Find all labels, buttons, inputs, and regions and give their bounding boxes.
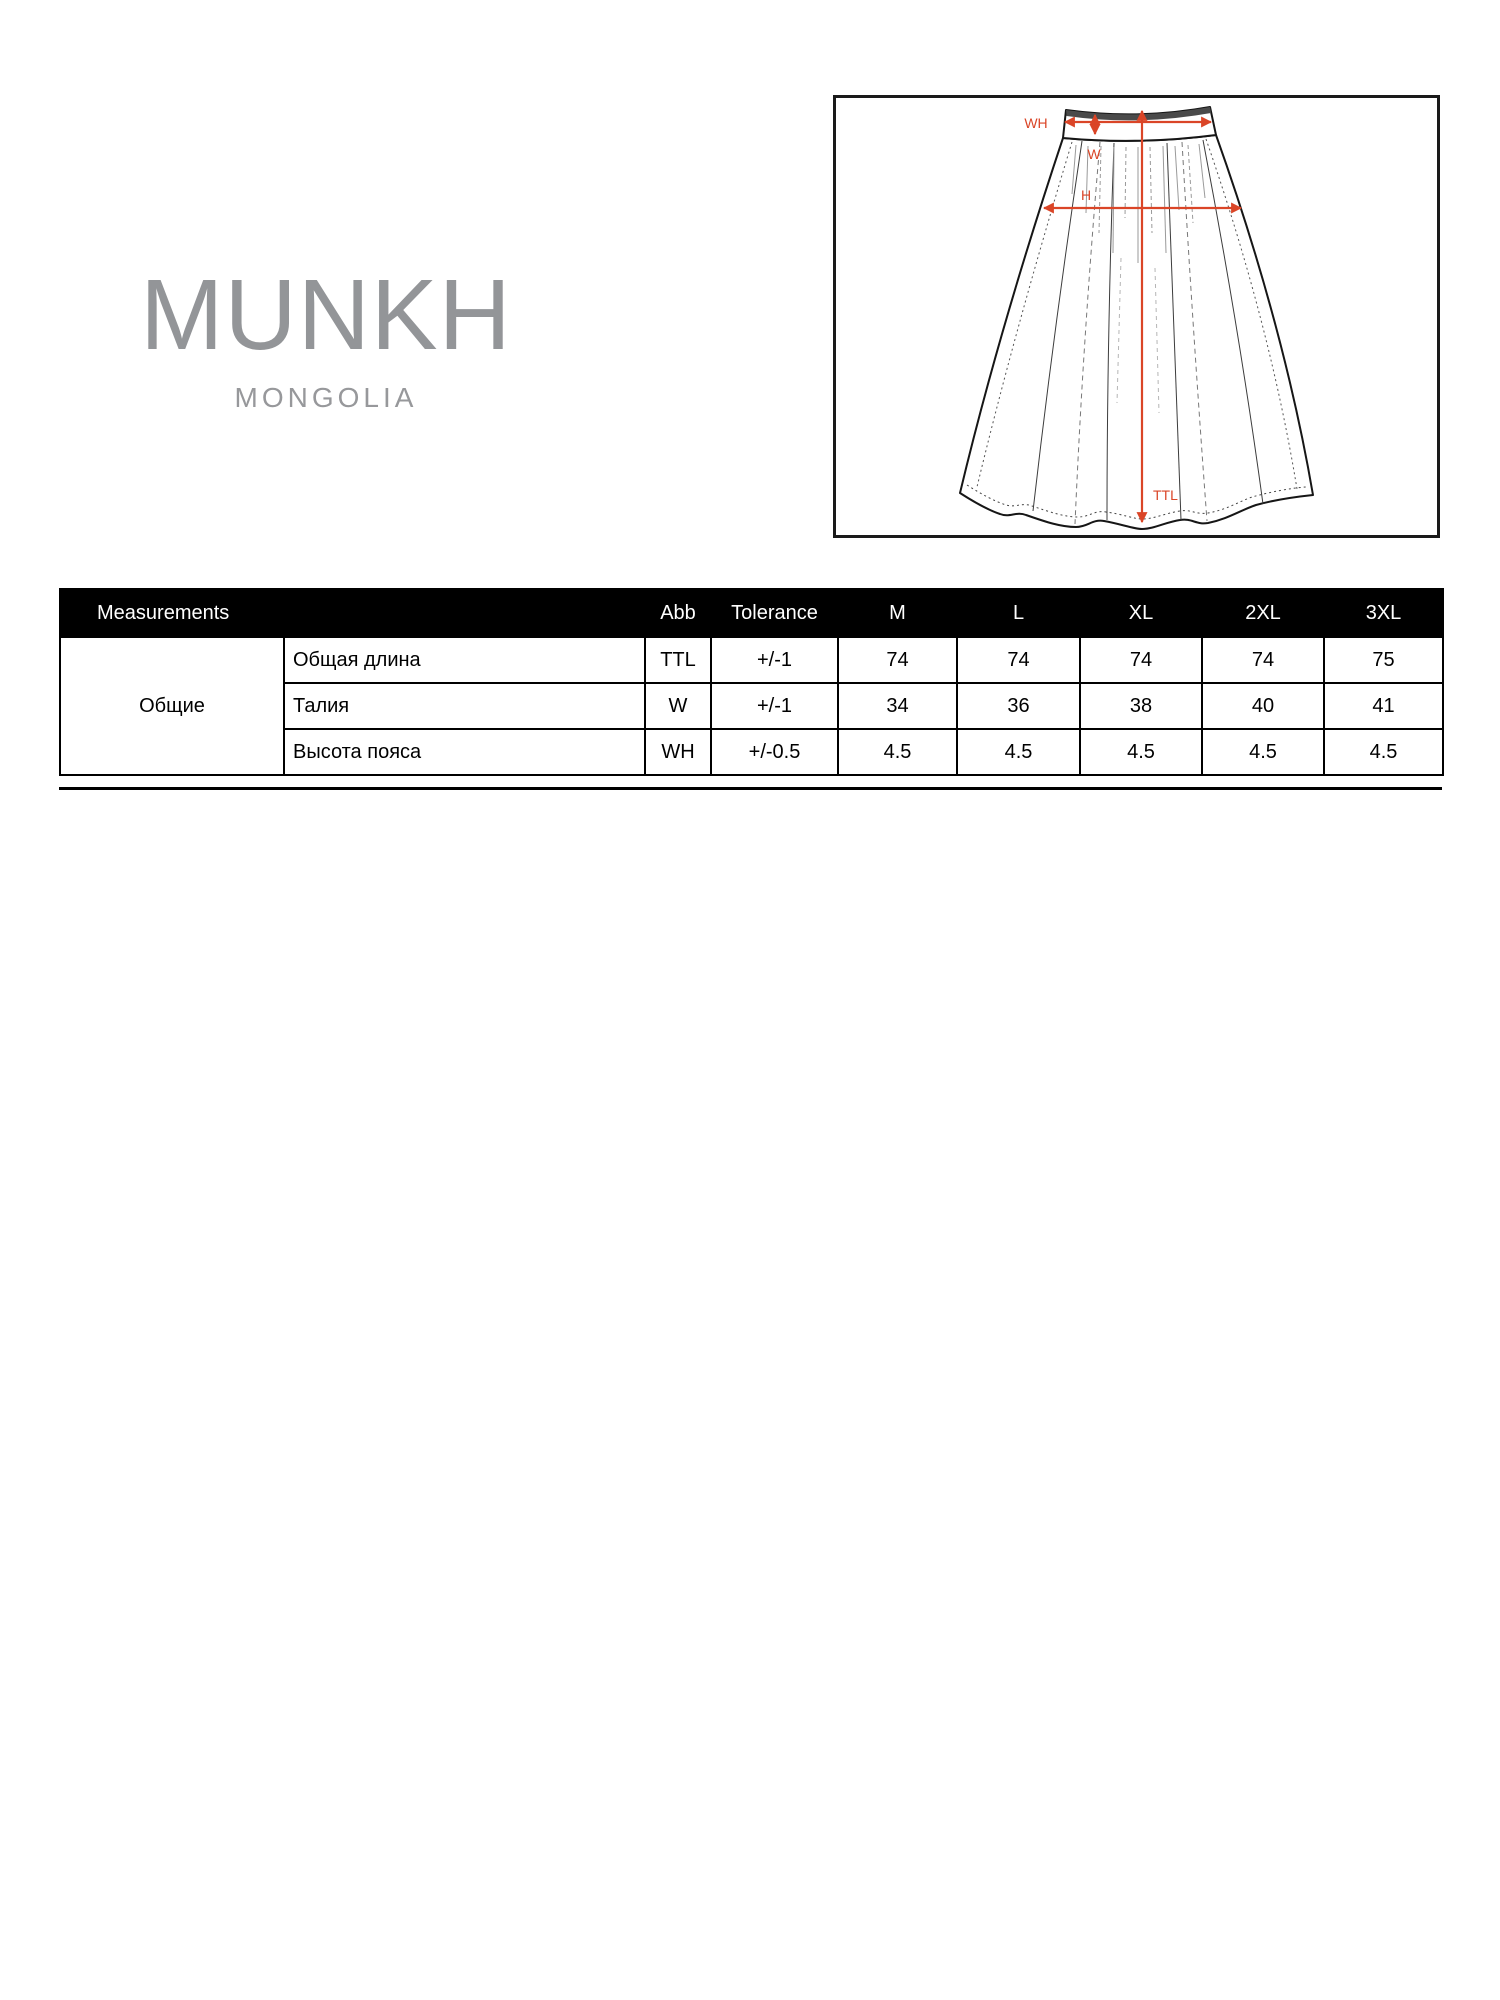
size-value-cell: 74 (957, 637, 1080, 683)
header-size-xl: XL (1080, 589, 1202, 637)
size-value-cell: 4.5 (957, 729, 1080, 775)
abb-cell: WH (645, 729, 711, 775)
header-abb: Abb (645, 589, 711, 637)
tolerance-cell: +/-1 (711, 683, 838, 729)
tolerance-cell: +/-1 (711, 637, 838, 683)
size-value-cell: 41 (1324, 683, 1443, 729)
measurement-name-cell: Общая длина (284, 637, 645, 683)
size-value-cell: 4.5 (1324, 729, 1443, 775)
measurement-name-cell: Высота пояса (284, 729, 645, 775)
header-tolerance: Tolerance (711, 589, 838, 637)
size-value-cell: 74 (1202, 637, 1324, 683)
measurement-name-cell: Талия (284, 683, 645, 729)
size-value-cell: 74 (838, 637, 957, 683)
group-cell: Общие (60, 637, 284, 775)
size-value-cell: 34 (838, 683, 957, 729)
waist-label: W (1087, 146, 1101, 162)
size-value-cell: 75 (1324, 637, 1443, 683)
size-value-cell: 74 (1080, 637, 1202, 683)
skirt-sketch (836, 98, 1437, 535)
abb-cell: TTL (645, 637, 711, 683)
header-size-3xl: 3XL (1324, 589, 1443, 637)
brand-wordmark: MUNKH (140, 259, 512, 371)
header-measurements: Measurements (60, 589, 645, 637)
waistband-height-label: WH (1024, 115, 1048, 131)
abb-cell: W (645, 683, 711, 729)
total-length-label: TTL (1153, 487, 1178, 503)
size-value-cell: 36 (957, 683, 1080, 729)
garment-diagram (833, 95, 1440, 538)
skirt-body-outline (960, 135, 1313, 529)
table-header-row (60, 589, 1443, 637)
hip-label: H (1080, 187, 1092, 203)
header-size-m: M (838, 589, 957, 637)
brand-subtitle: MONGOLIA (234, 382, 418, 413)
table-row (60, 637, 1443, 683)
size-value-cell: 4.5 (1080, 729, 1202, 775)
size-value-cell: 4.5 (1202, 729, 1324, 775)
measurements-table (59, 588, 1444, 776)
size-value-cell: 4.5 (838, 729, 957, 775)
header-size-2xl: 2XL (1202, 589, 1324, 637)
table-bottom-rule (59, 787, 1442, 790)
size-value-cell: 38 (1080, 683, 1202, 729)
tolerance-cell: +/-0.5 (711, 729, 838, 775)
size-value-cell: 40 (1202, 683, 1324, 729)
header-size-l: L (957, 589, 1080, 637)
